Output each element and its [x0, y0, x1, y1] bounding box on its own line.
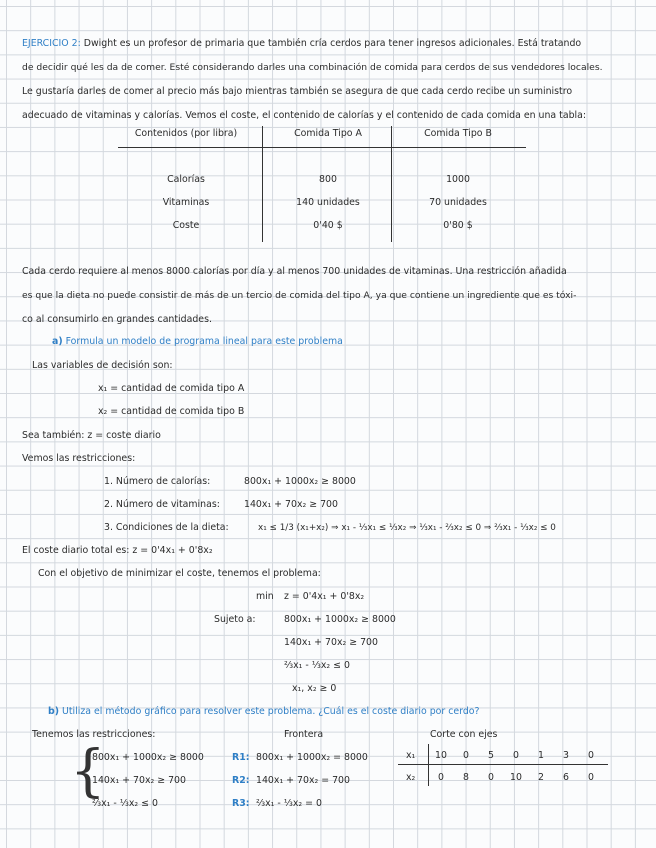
- part-b-heading: b) Utiliza el método gráfico para resolver este problema. ¿Cuál es el coste diario por cerdo?: [48, 706, 480, 717]
- axes-row-label: x₂: [406, 772, 416, 783]
- axes-table-divider: [428, 744, 429, 786]
- table-header-rule: [118, 147, 526, 148]
- col-frontier-header: Frontera: [284, 729, 324, 740]
- table-header: Contenidos (por libra): [134, 128, 238, 139]
- frontier-equation: 140x₁ + 70x₂ = 700: [256, 775, 350, 786]
- axes-cell: 0: [463, 750, 469, 761]
- table-cell: 0'40 $: [313, 220, 343, 231]
- axes-row-label: x₁: [406, 750, 416, 761]
- col-restrictions-header: Tenemos las restricciones:: [32, 729, 156, 740]
- axes-cell: 0: [588, 772, 594, 783]
- r1-equation: 800x₁ + 1000x₂ ≥ 8000: [244, 476, 356, 487]
- col-axes-header: Corte con ejes: [430, 729, 498, 740]
- axes-cell: 0: [438, 772, 444, 783]
- subject-to-label: Sujeto a:: [214, 614, 256, 625]
- exercise-label: EJERCICIO 2:: [22, 38, 81, 49]
- cost-line: El coste diario total es: z = 0'4x₁ + 0'8x₂: [22, 545, 213, 556]
- constraint-4: x₁, x₂ ≥ 0: [292, 683, 337, 694]
- table-cell: 800: [319, 174, 337, 185]
- table-col-divider: [391, 126, 392, 242]
- system-brace: {: [70, 739, 106, 804]
- r3-label: 3. Condiciones de la dieta:: [104, 522, 229, 533]
- axes-cell: 2: [538, 772, 544, 783]
- intro-line-1: EJERCICIO 2: Dwight es un profesor de primaria que también cría cerdos para tener ingresos adicionales. Está tratando: [22, 38, 582, 49]
- min-equation: z = 0'4x₁ + 0'8x₂: [284, 591, 365, 602]
- system-restriction: ⅔x₁ - ⅓x₂ ≤ 0: [92, 798, 158, 809]
- constraint-2: 140x₁ + 70x₂ ≥ 700: [284, 637, 378, 648]
- restrictions-intro: Vemos las restricciones:: [22, 453, 136, 464]
- table-header: Comida Tipo B: [424, 128, 492, 139]
- var-x1: x₁ = cantidad de comida tipo A: [98, 383, 245, 394]
- para2-line-2: es que la dieta no puede consistir de más de un tercio de comida del tipo A, ya que contiene un ingrediente que es tóxi-: [22, 290, 577, 301]
- intro-line-4: adecuado de vitaminas y calorías. Vemos el coste, el contenido de calorías y el contenido de cada comida en una tabla:: [22, 110, 587, 121]
- vars-intro: Las variables de decisión son:: [32, 360, 173, 371]
- table-col-divider: [262, 126, 263, 242]
- axes-cell: 10: [510, 772, 522, 783]
- objective-intro: Con el objetivo de minimizar el coste, tenemos el problema:: [38, 568, 321, 579]
- axes-cell: 1: [538, 750, 544, 761]
- constraint-1: 800x₁ + 1000x₂ ≥ 8000: [284, 614, 396, 625]
- frontier-equation: ⅔x₁ - ⅓x₂ = 0: [256, 798, 322, 809]
- intro-line-3: Le gustaría darles de comer al precio más bajo mientras también se asegura de que cada cerdo recibe un suministro: [22, 86, 573, 97]
- part-a-heading: a) Formula un modelo de programa lineal para este problema: [52, 336, 343, 347]
- axes-cell: 3: [563, 750, 569, 761]
- r2-equation: 140x₁ + 70x₂ ≥ 700: [244, 499, 338, 510]
- table-cell: Vitaminas: [162, 197, 210, 208]
- table-header: Comida Tipo A: [294, 128, 362, 139]
- frontier-label: R3:: [232, 798, 250, 809]
- var-x2: x₂ = cantidad de comida tipo B: [98, 406, 245, 417]
- table-cell: 0'80 $: [443, 220, 473, 231]
- r3-equation: x₁ ≤ 1/3 (x₁+x₂) ⇒ x₁ - ⅓x₁ ≤ ⅓x₂ ⇒ ⅓x₁ - ⅔x₂ ≤ 0 ⇒ ⅔x₁ - ⅓x₂ ≤ 0: [258, 523, 556, 533]
- axes-cell: 8: [463, 772, 469, 783]
- frontier-equation: 800x₁ + 1000x₂ = 8000: [256, 752, 368, 763]
- table-cell: Calorías: [167, 174, 205, 185]
- frontier-label: R2:: [232, 775, 250, 786]
- axes-cell: 0: [513, 750, 519, 761]
- system-restriction: 140x₁ + 70x₂ ≥ 700: [92, 775, 186, 786]
- constraint-3: ⅔x₁ - ⅓x₂ ≤ 0: [284, 660, 350, 671]
- min-label: min: [256, 591, 274, 602]
- para2-line-1: Cada cerdo requiere al menos 8000 calorías por día y al menos 700 unidades de vitaminas. Una restricción añadida: [22, 266, 567, 277]
- axes-table-rule: [398, 764, 608, 765]
- r2-label: 2. Número de vitaminas:: [104, 499, 220, 510]
- axes-cell: 6: [563, 772, 569, 783]
- table-cell: 70 unidades: [429, 197, 487, 208]
- r1-label: 1. Número de calorías:: [104, 476, 211, 487]
- table-cell: Coste: [172, 220, 200, 231]
- table-cell: 1000: [446, 174, 470, 185]
- axes-cell: 10: [435, 750, 447, 761]
- axes-cell: 0: [588, 750, 594, 761]
- frontier-label: R1:: [232, 752, 250, 763]
- para2-line-3: co al consumirlo en grandes cantidades.: [22, 314, 212, 325]
- z-definition: Sea también: z = coste diario: [22, 430, 161, 441]
- table-cell: 140 unidades: [296, 197, 360, 208]
- intro-line-2: de decidir qué les da de comer. Esté considerando darles una combinación de comida para cerdos de sus vendedores locales.: [22, 62, 603, 73]
- system-restriction: 800x₁ + 1000x₂ ≥ 8000: [92, 752, 204, 763]
- axes-cell: 5: [488, 750, 494, 761]
- axes-cell: 0: [488, 772, 494, 783]
